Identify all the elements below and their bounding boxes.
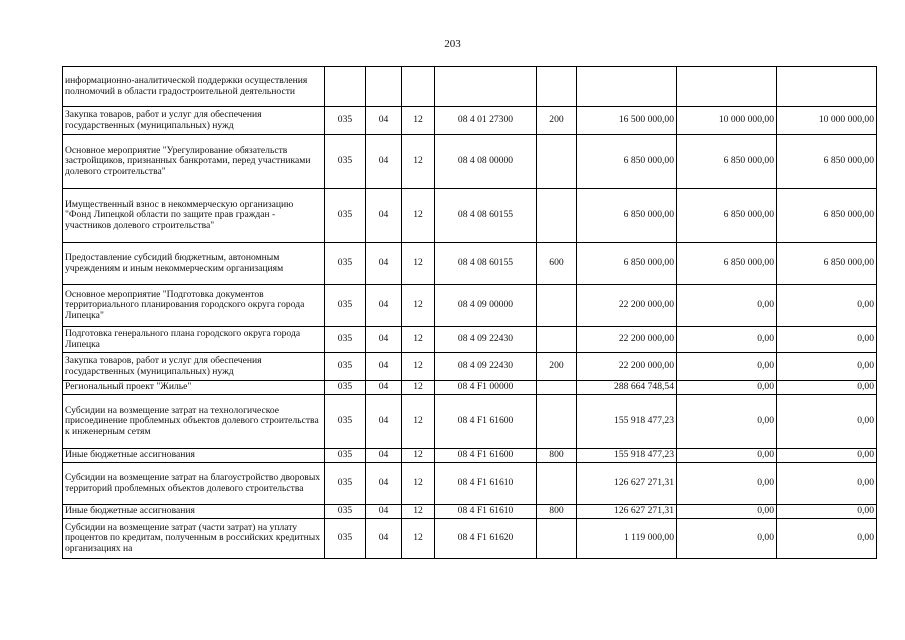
row-sum-1-cell: 22 200 000,00 <box>577 285 677 327</box>
table-row <box>63 463 877 505</box>
table-row <box>63 67 877 107</box>
row-sum-3-cell: 0,00 <box>777 463 877 505</box>
row-vr-code-cell <box>537 327 577 353</box>
row-rz-code-cell: 04 <box>366 107 402 135</box>
row-sum-1-cell: 6 850 000,00 <box>577 135 677 189</box>
row-pr-code-cell: 12 <box>402 381 435 395</box>
table-row <box>63 449 877 463</box>
row-sum-2-cell: 0,00 <box>677 381 777 395</box>
table-row <box>63 327 877 353</box>
row-csr-code-cell: 08 4 08 60155 <box>435 243 537 285</box>
row-rz-code-cell: 04 <box>366 353 402 381</box>
row-name-cell: Субсидии на возмещение затрат (части затрат) на уплату процентов по кредитам, полученным в российских кредитных организациях на <box>63 519 325 559</box>
row-gl-code-cell: 035 <box>325 381 366 395</box>
row-name-cell: Закупка товаров, работ и услуг для обеспечения государственных (муниципальных) нужд <box>63 353 325 381</box>
row-sum-1-cell: 155 918 477,23 <box>577 395 677 449</box>
row-sum-1-cell: 288 664 748,54 <box>577 381 677 395</box>
row-sum-2-cell: 0,00 <box>677 519 777 559</box>
table-row <box>63 189 877 243</box>
row-pr-code-cell: 12 <box>402 395 435 449</box>
row-vr-code-cell: 800 <box>537 449 577 463</box>
table-row <box>63 395 877 449</box>
row-gl-code-cell: 035 <box>325 519 366 559</box>
table-row <box>63 243 877 285</box>
row-gl-code-cell: 035 <box>325 353 366 381</box>
row-sum-3-cell: 0,00 <box>777 519 877 559</box>
row-sum-2-cell: 0,00 <box>677 353 777 381</box>
row-vr-code-cell: 200 <box>537 353 577 381</box>
row-sum-3-cell: 6 850 000,00 <box>777 189 877 243</box>
table-body <box>63 67 877 559</box>
row-csr-code-cell: 08 4 09 22430 <box>435 327 537 353</box>
row-sum-1-cell: 22 200 000,00 <box>577 327 677 353</box>
row-sum-2-cell: 0,00 <box>677 285 777 327</box>
row-sum-3-cell <box>777 67 877 107</box>
row-sum-2-cell: 0,00 <box>677 327 777 353</box>
row-csr-code-cell: 08 4 09 22430 <box>435 353 537 381</box>
row-pr-code-cell: 12 <box>402 449 435 463</box>
row-gl-code-cell: 035 <box>325 327 366 353</box>
row-name-cell: Имущественный взнос в некоммерческую организацию "Фонд Липецкой области по защите прав граждан - участников долевого строительства" <box>63 189 325 243</box>
row-pr-code-cell: 12 <box>402 327 435 353</box>
row-gl-code-cell: 035 <box>325 107 366 135</box>
row-sum-1-cell: 126 627 271,31 <box>577 463 677 505</box>
row-pr-code-cell: 12 <box>402 135 435 189</box>
row-vr-code-cell <box>537 135 577 189</box>
row-pr-code-cell: 12 <box>402 505 435 519</box>
row-pr-code-cell: 12 <box>402 189 435 243</box>
row-name-cell: Субсидии на возмещение затрат на благоустройство дворовых территорий проблемных объектов долевого строительства <box>63 463 325 505</box>
row-sum-3-cell: 0,00 <box>777 353 877 381</box>
row-sum-3-cell: 6 850 000,00 <box>777 243 877 285</box>
row-name-cell: информационно-аналитической поддержки осуществления полномочий в области градостроительной деятельности <box>63 67 325 107</box>
row-sum-1-cell: 155 918 477,23 <box>577 449 677 463</box>
row-pr-code-cell: 12 <box>402 285 435 327</box>
table-row <box>63 285 877 327</box>
row-csr-code-cell: 08 4 F1 61620 <box>435 519 537 559</box>
row-gl-code-cell: 035 <box>325 463 366 505</box>
row-sum-3-cell: 0,00 <box>777 381 877 395</box>
row-sum-1-cell: 6 850 000,00 <box>577 243 677 285</box>
row-gl-code-cell: 035 <box>325 135 366 189</box>
row-sum-2-cell: 0,00 <box>677 449 777 463</box>
row-sum-3-cell: 0,00 <box>777 395 877 449</box>
row-csr-code-cell: 08 4 F1 00000 <box>435 381 537 395</box>
row-csr-code-cell: 08 4 08 60155 <box>435 189 537 243</box>
row-pr-code-cell: 12 <box>402 107 435 135</box>
row-name-cell: Иные бюджетные ассигнования <box>63 505 325 519</box>
row-sum-3-cell: 0,00 <box>777 449 877 463</box>
row-gl-code-cell <box>325 67 366 107</box>
row-pr-code-cell: 12 <box>402 463 435 505</box>
row-vr-code-cell <box>537 463 577 505</box>
row-csr-code-cell: 08 4 F1 61600 <box>435 395 537 449</box>
row-sum-1-cell <box>577 67 677 107</box>
row-name-cell: Предоставление субсидий бюджетным, автономным учреждениям и иным некоммерческим организациям <box>63 243 325 285</box>
row-csr-code-cell: 08 4 08 00000 <box>435 135 537 189</box>
row-name-cell: Основное мероприятие "Подготовка документов территориального планирования городского округа города Липецка" <box>63 285 325 327</box>
row-gl-code-cell: 035 <box>325 243 366 285</box>
row-rz-code-cell: 04 <box>366 463 402 505</box>
row-rz-code-cell: 04 <box>366 449 402 463</box>
row-pr-code-cell: 12 <box>402 519 435 559</box>
row-sum-3-cell: 10 000 000,00 <box>777 107 877 135</box>
row-sum-1-cell: 22 200 000,00 <box>577 353 677 381</box>
page-number: 203 <box>444 38 461 50</box>
row-sum-2-cell: 0,00 <box>677 395 777 449</box>
row-name-cell: Основное мероприятие "Урегулирование обязательств застройщиков, признанных банкротами, перед участниками долевого строительства" <box>63 135 325 189</box>
table-row <box>63 519 877 559</box>
row-rz-code-cell: 04 <box>366 381 402 395</box>
table-row <box>63 381 877 395</box>
row-pr-code-cell: 12 <box>402 243 435 285</box>
row-vr-code-cell <box>537 395 577 449</box>
row-sum-3-cell: 6 850 000,00 <box>777 135 877 189</box>
row-sum-2-cell: 0,00 <box>677 505 777 519</box>
row-rz-code-cell: 04 <box>366 243 402 285</box>
row-sum-2-cell: 10 000 000,00 <box>677 107 777 135</box>
row-vr-code-cell <box>537 285 577 327</box>
row-name-cell: Иные бюджетные ассигнования <box>63 449 325 463</box>
row-gl-code-cell: 035 <box>325 189 366 243</box>
row-pr-code-cell <box>402 67 435 107</box>
row-rz-code-cell: 04 <box>366 519 402 559</box>
row-rz-code-cell: 04 <box>366 327 402 353</box>
row-sum-1-cell: 6 850 000,00 <box>577 189 677 243</box>
row-vr-code-cell <box>537 519 577 559</box>
table-row <box>63 135 877 189</box>
row-rz-code-cell: 04 <box>366 135 402 189</box>
row-rz-code-cell: 04 <box>366 395 402 449</box>
row-csr-code-cell: 08 4 F1 61610 <box>435 505 537 519</box>
row-rz-code-cell: 04 <box>366 505 402 519</box>
row-name-cell: Закупка товаров, работ и услуг для обеспечения государственных (муниципальных) нужд <box>63 107 325 135</box>
row-csr-code-cell: 08 4 09 00000 <box>435 285 537 327</box>
table-row <box>63 353 877 381</box>
row-vr-code-cell: 800 <box>537 505 577 519</box>
row-pr-code-cell: 12 <box>402 353 435 381</box>
row-sum-1-cell: 126 627 271,31 <box>577 505 677 519</box>
row-sum-2-cell: 6 850 000,00 <box>677 189 777 243</box>
row-gl-code-cell: 035 <box>325 505 366 519</box>
row-rz-code-cell: 04 <box>366 285 402 327</box>
table-row <box>63 505 877 519</box>
row-vr-code-cell <box>537 67 577 107</box>
row-csr-code-cell: 08 4 F1 61600 <box>435 449 537 463</box>
row-rz-code-cell: 04 <box>366 189 402 243</box>
table-row <box>63 107 877 135</box>
row-name-cell: Подготовка генерального плана городского округа города Липецка <box>63 327 325 353</box>
row-vr-code-cell: 200 <box>537 107 577 135</box>
row-sum-3-cell: 0,00 <box>777 327 877 353</box>
row-rz-code-cell <box>366 67 402 107</box>
row-vr-code-cell <box>537 381 577 395</box>
row-name-cell: Субсидии на возмещение затрат на технологическое присоединение проблемных объектов долевого строительства к инженерным сетям <box>63 395 325 449</box>
row-gl-code-cell: 035 <box>325 285 366 327</box>
row-csr-code-cell <box>435 67 537 107</box>
row-sum-2-cell: 6 850 000,00 <box>677 243 777 285</box>
row-sum-2-cell: 6 850 000,00 <box>677 135 777 189</box>
budget-table <box>62 66 877 559</box>
row-sum-2-cell: 0,00 <box>677 463 777 505</box>
row-vr-code-cell <box>537 189 577 243</box>
row-sum-3-cell: 0,00 <box>777 285 877 327</box>
row-sum-2-cell <box>677 67 777 107</box>
row-gl-code-cell: 035 <box>325 449 366 463</box>
row-vr-code-cell: 600 <box>537 243 577 285</box>
row-name-cell: Региональный проект "Жилье" <box>63 381 325 395</box>
row-sum-1-cell: 16 500 000,00 <box>577 107 677 135</box>
row-sum-1-cell: 1 119 000,00 <box>577 519 677 559</box>
row-gl-code-cell: 035 <box>325 395 366 449</box>
row-csr-code-cell: 08 4 01 27300 <box>435 107 537 135</box>
row-csr-code-cell: 08 4 F1 61610 <box>435 463 537 505</box>
row-sum-3-cell: 0,00 <box>777 505 877 519</box>
